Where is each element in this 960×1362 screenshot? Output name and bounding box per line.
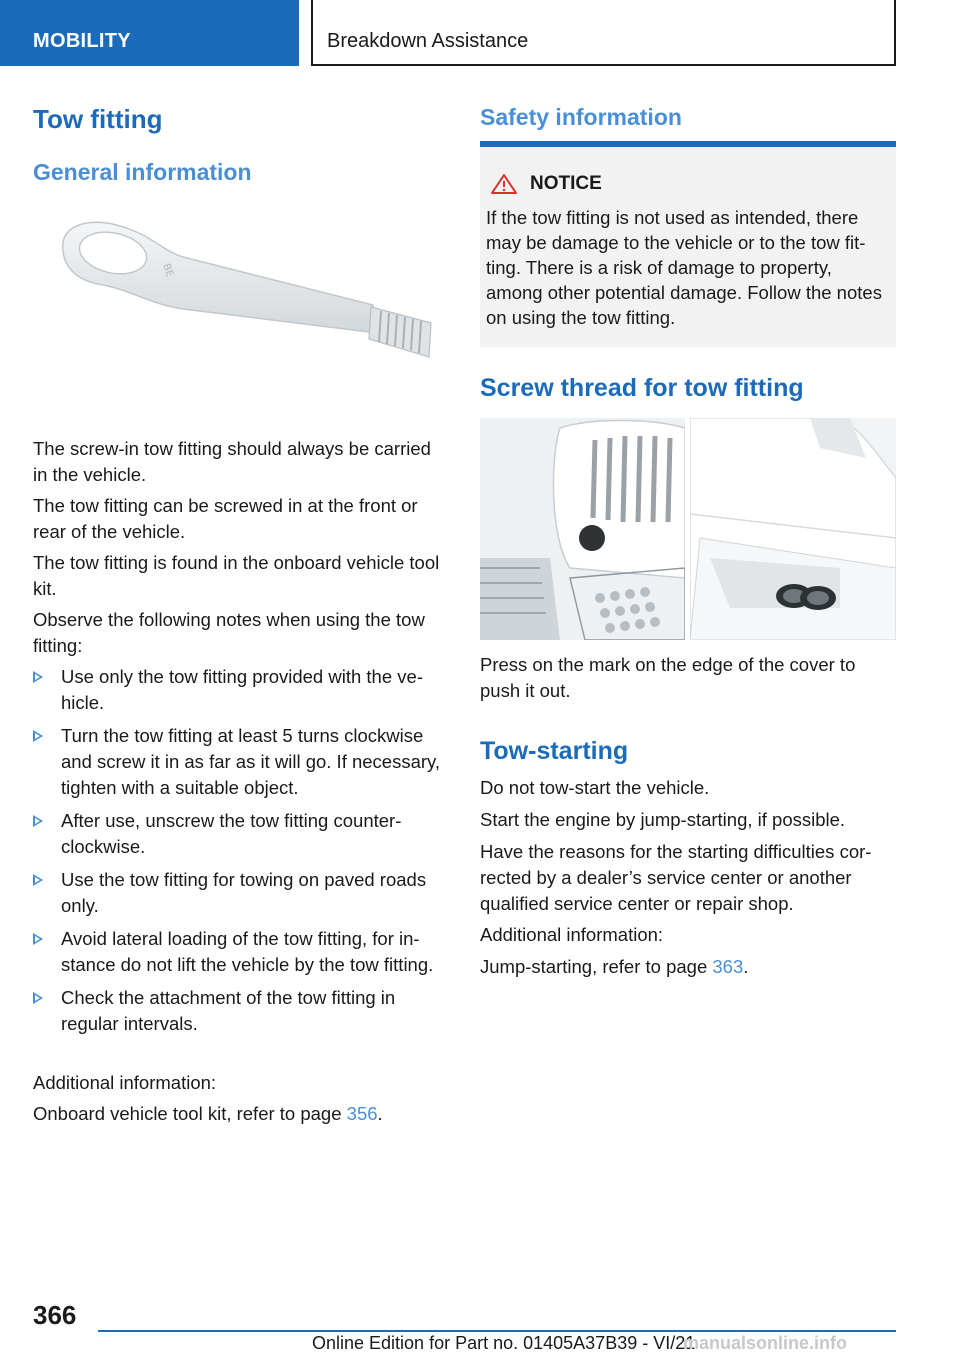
list-item: Check the attachment of the tow fitting in regular intervals. xyxy=(33,985,446,1037)
section-label: MOBILITY xyxy=(33,30,131,52)
list-item: Use only the tow fitting provided with the vehicle. xyxy=(33,664,446,716)
list-item: Avoid lateral loading of the tow fitting, for instance do not lift the vehicle by the tow fitting. xyxy=(33,926,446,978)
jump-starting-reference: Jump-starting, refer to page 363. xyxy=(480,956,749,977)
notice-box xyxy=(480,141,896,347)
footer-divider xyxy=(98,1330,896,1332)
triangle-bullet-icon xyxy=(33,730,43,742)
page-header xyxy=(0,0,960,66)
paragraph-jump-start: Start the engine by jump-starting, if possible. xyxy=(480,809,846,830)
additional-info-label-right: Additional information: xyxy=(480,924,664,945)
triangle-bullet-icon xyxy=(33,874,43,886)
heading-safety-information: Safety information xyxy=(480,104,682,130)
watermark-text: manualsonline.info xyxy=(683,1333,848,1353)
svg-text:BE: BE xyxy=(160,262,176,279)
paragraph-front-rear: The tow fitting can be screwed in at the front or rear of the vehicle. xyxy=(33,495,418,542)
paragraph-service-center: Have the reasons for the starting difficulties corrected by a dealer’s service center or another qualified service center or repair shop. xyxy=(480,841,872,914)
thread-instruction: Press on the mark on the edge of the cover to push it out. xyxy=(480,654,856,701)
section-tab xyxy=(0,0,299,66)
list-item: After use, unscrew the tow fitting counterclockwise. xyxy=(33,808,446,860)
page-number: 366 xyxy=(33,1300,77,1330)
tow-fitting-illustration xyxy=(33,205,446,395)
additional-info-label: Additional information: xyxy=(33,1072,217,1093)
paragraph-observe: Observe the following notes when using the tow fitting: xyxy=(33,609,425,656)
notice-header xyxy=(490,173,602,195)
heading-tow-fitting: Tow fitting xyxy=(33,104,163,134)
paragraph-no-tow-start: Do not tow-start the vehicle. xyxy=(480,777,710,798)
triangle-bullet-icon xyxy=(33,671,43,683)
page-link-356[interactable]: 356 xyxy=(346,1103,378,1124)
heading-screw-thread: Screw thread for tow fitting xyxy=(480,374,804,402)
page-link-363[interactable]: 363 xyxy=(712,956,744,977)
rear-bumper-illustration xyxy=(690,418,896,640)
subheading-general-information: General information xyxy=(33,159,252,185)
list-item: Use the tow fitting for towing on paved roads only. xyxy=(33,867,446,919)
front-bumper-illustration xyxy=(480,418,685,640)
heading-tow-starting: Tow-starting xyxy=(480,737,629,765)
warning-triangle-icon xyxy=(490,173,518,195)
paragraph-carry: The screw-in tow fitting should always be carried in the vehicle. xyxy=(33,438,431,485)
triangle-bullet-icon xyxy=(33,933,43,945)
paragraph-tool-kit: The tow fitting is found in the onboard vehicle tool kit. xyxy=(33,552,440,599)
triangle-bullet-icon xyxy=(33,992,43,1004)
chapter-title-box xyxy=(311,0,896,66)
edition-info: Online Edition for Part no. 01405A37B39 - VI/21 xyxy=(312,1333,696,1353)
usage-notes-list xyxy=(33,664,446,1044)
triangle-bullet-icon xyxy=(33,815,43,827)
list-item: Turn the tow fitting at least 5 turns clockwise and screw it in as far as it will go. If necessary, tighten with a suitable object. xyxy=(33,723,446,801)
notice-text: If the tow fitting is not used as intended, there may be damage to the vehicle or to the tow fitting. There is a risk of damage to property, among other potential damage. Follow the notes on using the tow fitting. xyxy=(486,207,882,328)
chapter-title: Breakdown Assistance xyxy=(327,30,529,52)
tool-kit-reference: Onboard vehicle tool kit, refer to page 356. xyxy=(33,1103,383,1124)
notice-label: NOTICE xyxy=(530,173,602,194)
